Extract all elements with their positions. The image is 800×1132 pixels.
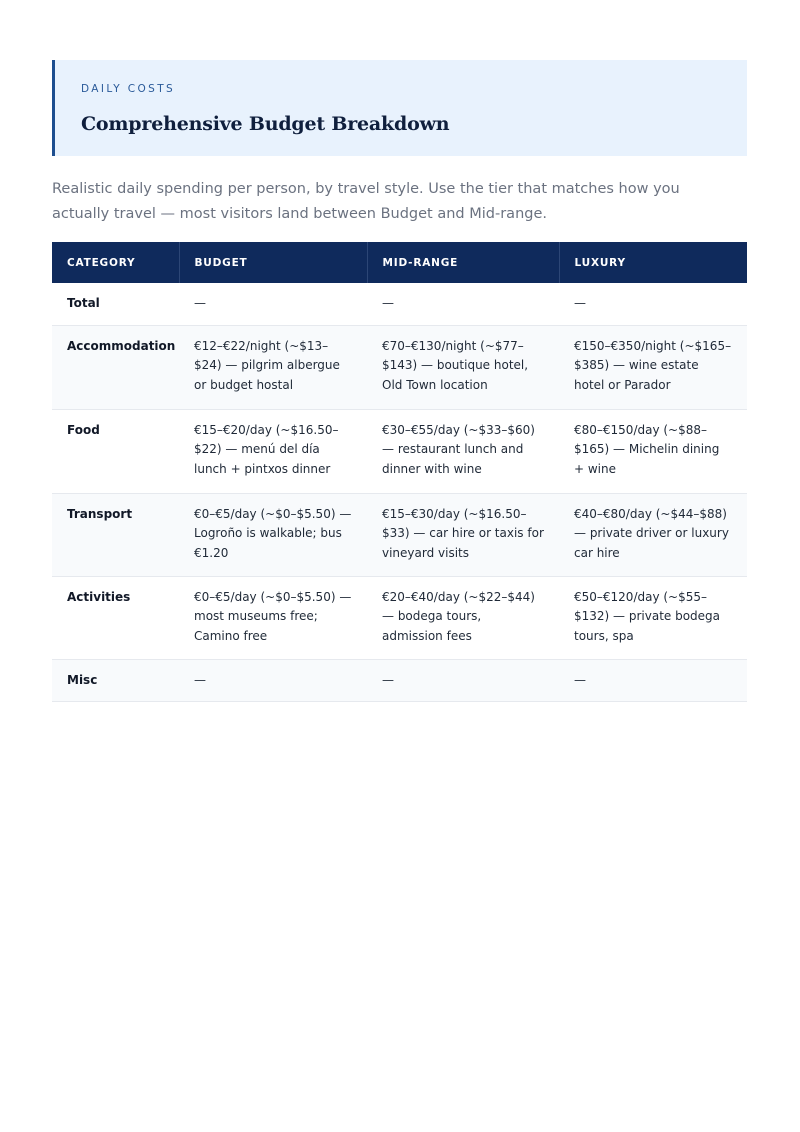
- table-header-row: [52, 242, 747, 283]
- row-category: Transport: [52, 493, 179, 576]
- section-eyebrow: DAILY COSTS: [81, 83, 176, 95]
- table-row-food: [52, 409, 747, 493]
- cell-mid-range: €30–€55/day (~$33–$60) — restaurant lunch and dinner with wine: [367, 409, 559, 493]
- cell-mid-range: —: [367, 659, 559, 702]
- row-category: Total: [52, 283, 179, 325]
- cell-luxury: €150–€350/night (~$165–$385) — wine estate hotel or Parador: [559, 325, 747, 409]
- budget-table: [52, 242, 747, 702]
- cell-budget: —: [179, 659, 367, 702]
- column-header-category: CATEGORY: [52, 242, 179, 283]
- cell-luxury: —: [559, 659, 747, 702]
- row-category: Accommodation: [52, 325, 179, 409]
- column-header-mid-range: MID-RANGE: [367, 242, 559, 283]
- table-body: [52, 283, 747, 702]
- section-header-callout: [52, 60, 747, 156]
- section-intro: Realistic daily spending per person, by travel style. Use the tier that matches how you actually travel — most visitors land between Budget and Mid-range.: [52, 181, 680, 222]
- table-row-activities: [52, 576, 747, 659]
- column-header-luxury: LUXURY: [559, 242, 747, 283]
- section-title: Comprehensive Budget Breakdown: [81, 113, 450, 135]
- table-row-transport: [52, 493, 747, 576]
- cell-luxury: €80–€150/day (~$88–$165) — Michelin dining + wine: [559, 409, 747, 493]
- cell-mid-range: €70–€130/night (~$77–$143) — boutique hotel, Old Town location: [367, 325, 559, 409]
- cell-mid-range: €20–€40/day (~$22–$44) — bodega tours, admission fees: [367, 576, 559, 659]
- table-row-total: [52, 283, 747, 325]
- cell-budget: €0–€5/day (~$0–$5.50) — most museums free; Camino free: [179, 576, 367, 659]
- column-header-budget: BUDGET: [179, 242, 367, 283]
- cell-budget: —: [179, 283, 367, 325]
- cell-budget: €0–€5/day (~$0–$5.50) — Logroño is walkable; bus €1.20: [179, 493, 367, 576]
- row-category: Activities: [52, 576, 179, 659]
- cell-luxury: €40–€80/day (~$44–$88) — private driver or luxury car hire: [559, 493, 747, 576]
- row-category: Food: [52, 409, 179, 493]
- cell-mid-range: €15–€30/day (~$16.50–$33) — car hire or taxis for vineyard visits: [367, 493, 559, 576]
- cell-budget: €15–€20/day (~$16.50–$22) — menú del día lunch + pintxos dinner: [179, 409, 367, 493]
- table-row-accommodation: [52, 325, 747, 409]
- row-category: Misc: [52, 659, 179, 702]
- cell-luxury: €50–€120/day (~$55–$132) — private bodega tours, spa: [559, 576, 747, 659]
- table-header: [52, 242, 747, 283]
- cell-budget: €12–€22/night (~$13–$24) — pilgrim albergue or budget hostal: [179, 325, 367, 409]
- table-row-misc: [52, 659, 747, 702]
- cell-luxury: —: [559, 283, 747, 325]
- cell-mid-range: —: [367, 283, 559, 325]
